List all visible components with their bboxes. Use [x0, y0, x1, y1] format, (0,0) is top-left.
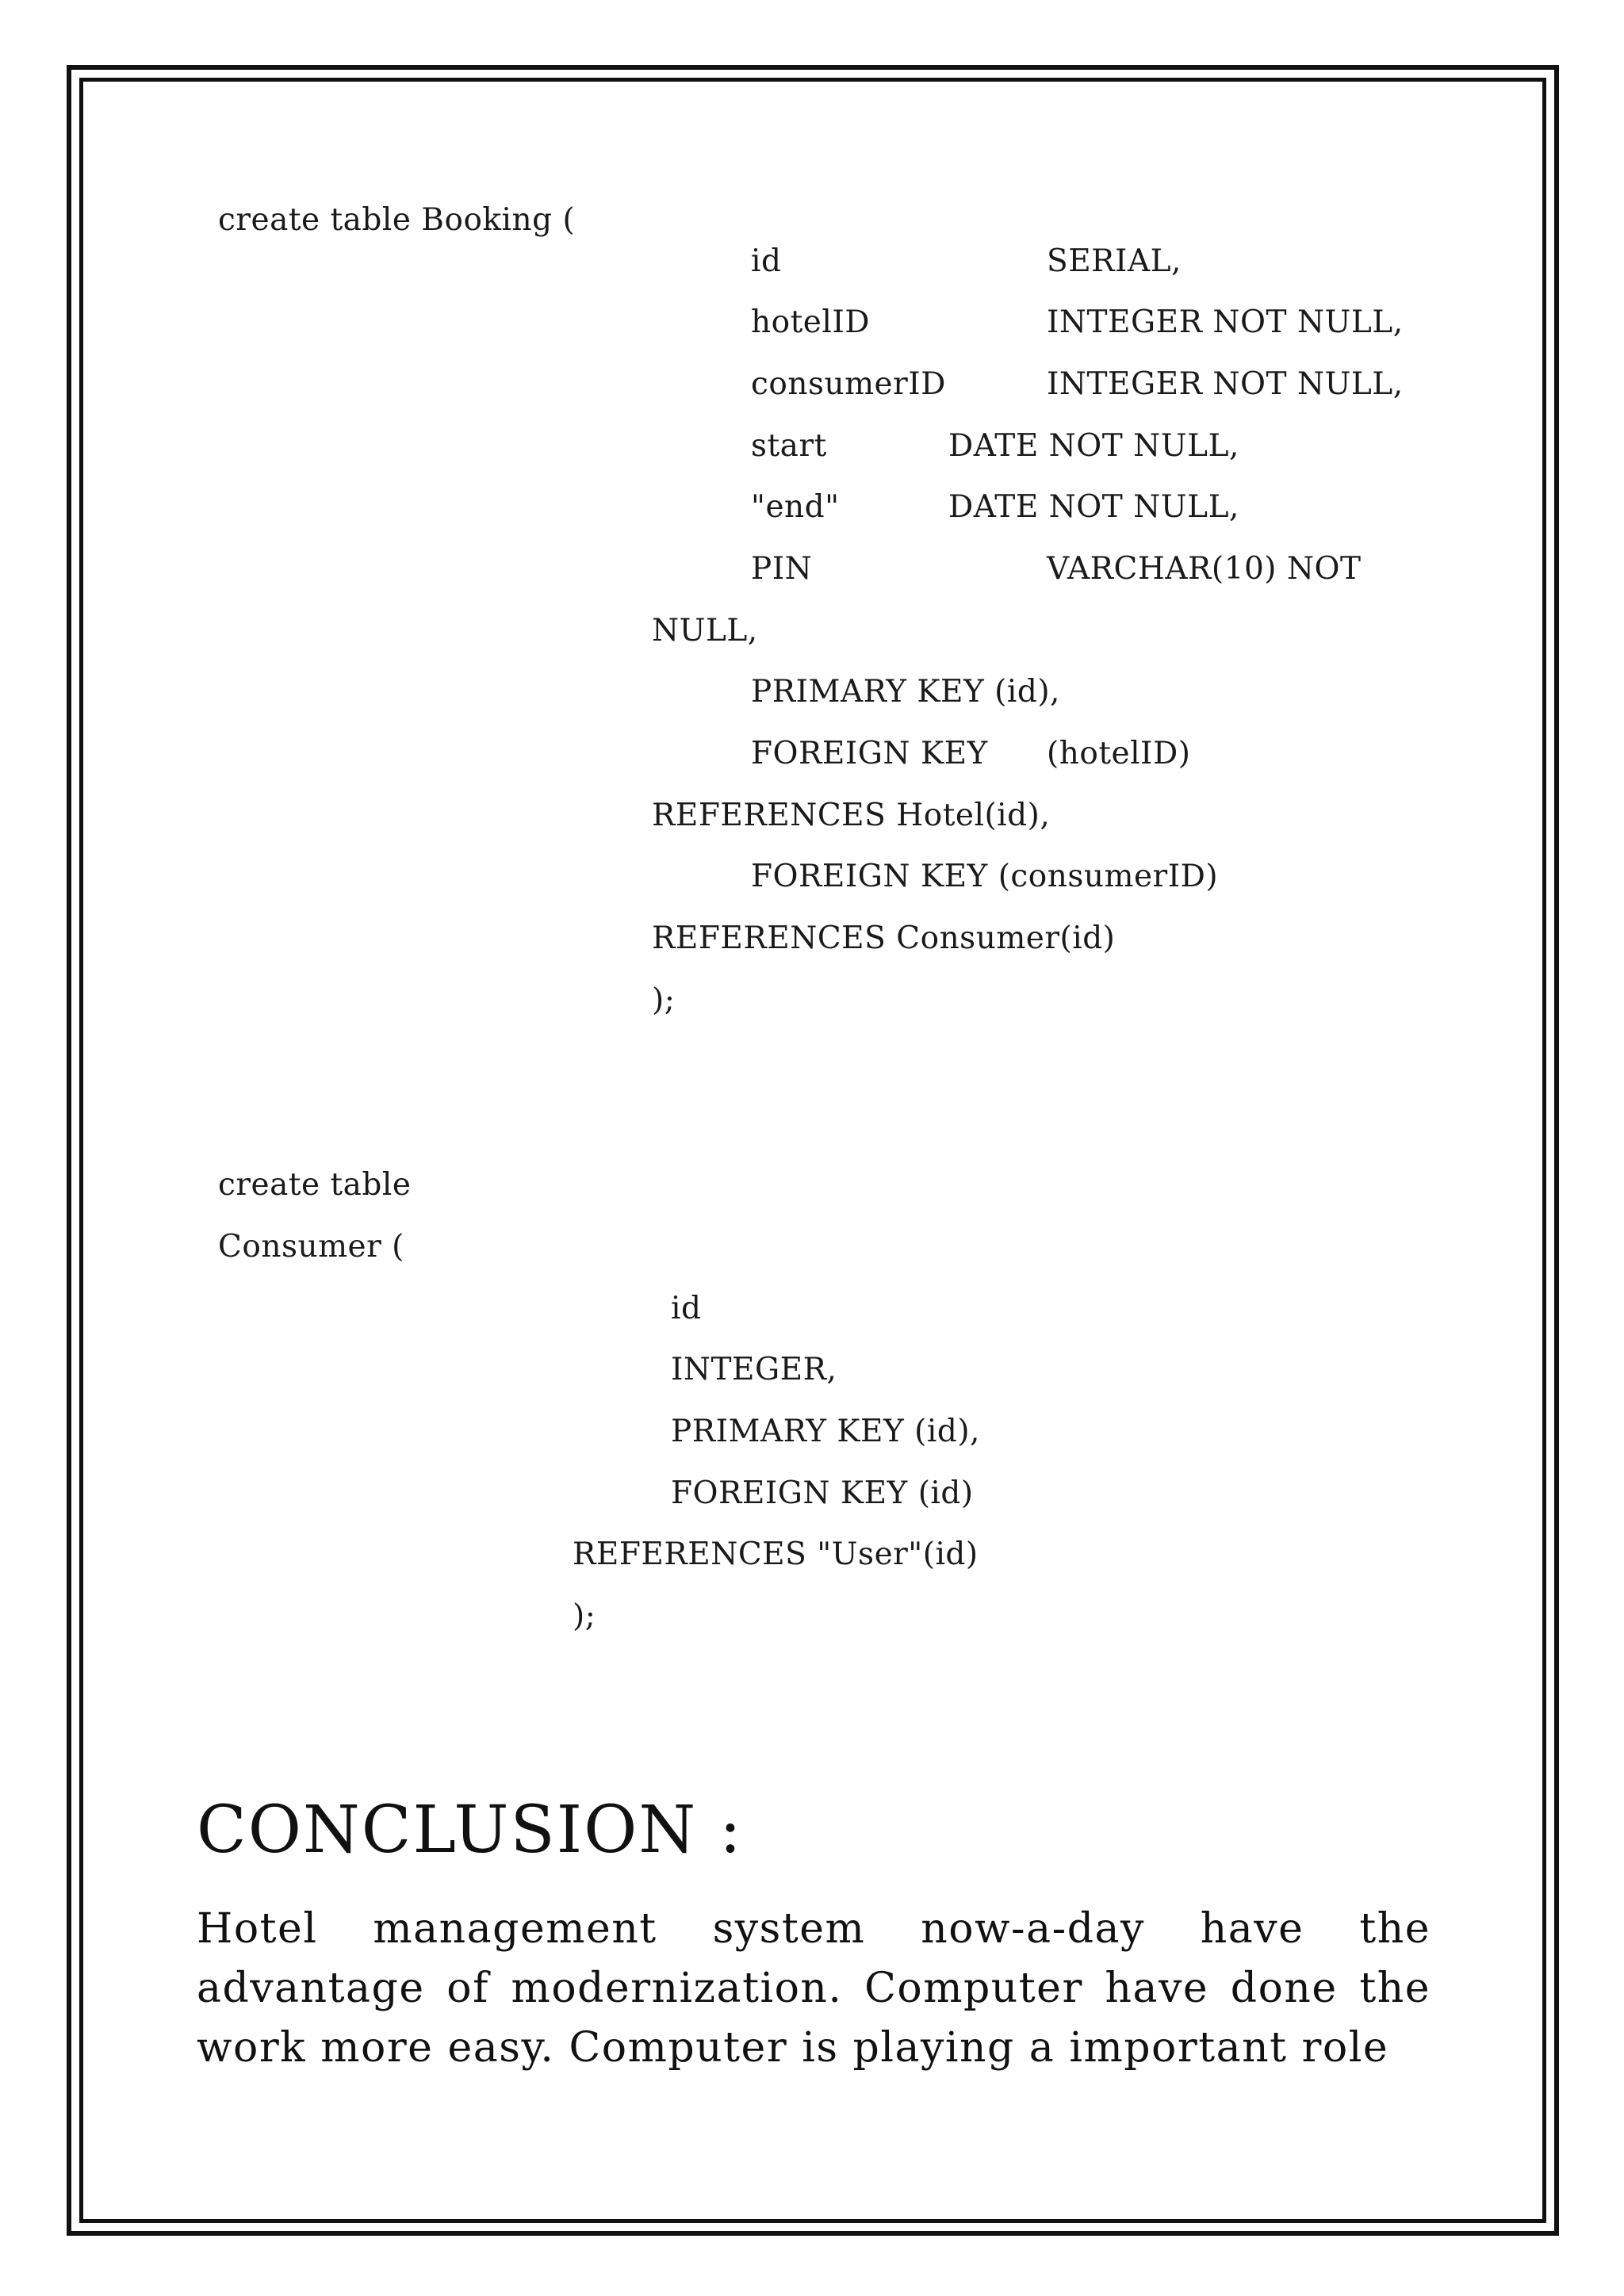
booking-type-start: DATE NOT NULL,: [948, 428, 1239, 464]
consumer-type-id: INTEGER,: [671, 1352, 837, 1387]
booking-foreign-key-hotel-col: (hotelID): [1047, 736, 1191, 771]
booking-type-consumerid: INTEGER NOT NULL,: [1047, 366, 1404, 402]
booking-col-pin: PIN: [751, 551, 813, 587]
consumer-primary-key: PRIMARY KEY (id),: [671, 1414, 980, 1449]
booking-col-consumerid: consumerID: [751, 366, 946, 402]
booking-references-consumer: REFERENCES Consumer(id): [652, 920, 1116, 956]
consumer-create-header-2: Consumer (: [218, 1229, 404, 1265]
booking-foreign-key-consumer: FOREIGN KEY (consumerID): [751, 859, 1219, 894]
booking-type-pin: VARCHAR(10) NOT: [1047, 551, 1362, 587]
booking-col-hotelid: hotelID: [751, 304, 870, 340]
consumer-foreign-key: FOREIGN KEY (id): [671, 1475, 974, 1511]
conclusion-paragraph: Hotel management system now-a-day have the advantage of modernization. Computer have done the work more easy. Computer is playing a important role: [197, 1905, 1431, 2072]
booking-col-id: id: [751, 243, 782, 279]
booking-primary-key: PRIMARY KEY (id),: [751, 674, 1060, 710]
consumer-create-header-1: create table: [218, 1167, 412, 1203]
booking-create-header: create table Booking (: [218, 202, 576, 238]
consumer-references-user: REFERENCES "User"(id): [573, 1536, 979, 1572]
booking-type-end: DATE NOT NULL,: [948, 489, 1239, 525]
booking-col-end: "end": [751, 489, 840, 525]
consumer-col-id: id: [671, 1291, 702, 1326]
booking-foreign-key-hotel: FOREIGN KEY: [751, 736, 988, 771]
booking-close: );: [652, 982, 676, 1018]
conclusion-heading: CONCLUSION :: [197, 1793, 743, 1868]
booking-null-wrap: NULL,: [652, 613, 758, 649]
booking-references-hotel: REFERENCES Hotel(id),: [652, 798, 1051, 833]
booking-col-start: start: [751, 428, 827, 464]
booking-type-id: SERIAL,: [1047, 243, 1182, 279]
booking-type-hotelid: INTEGER NOT NULL,: [1047, 304, 1404, 340]
consumer-close: );: [573, 1598, 596, 1634]
